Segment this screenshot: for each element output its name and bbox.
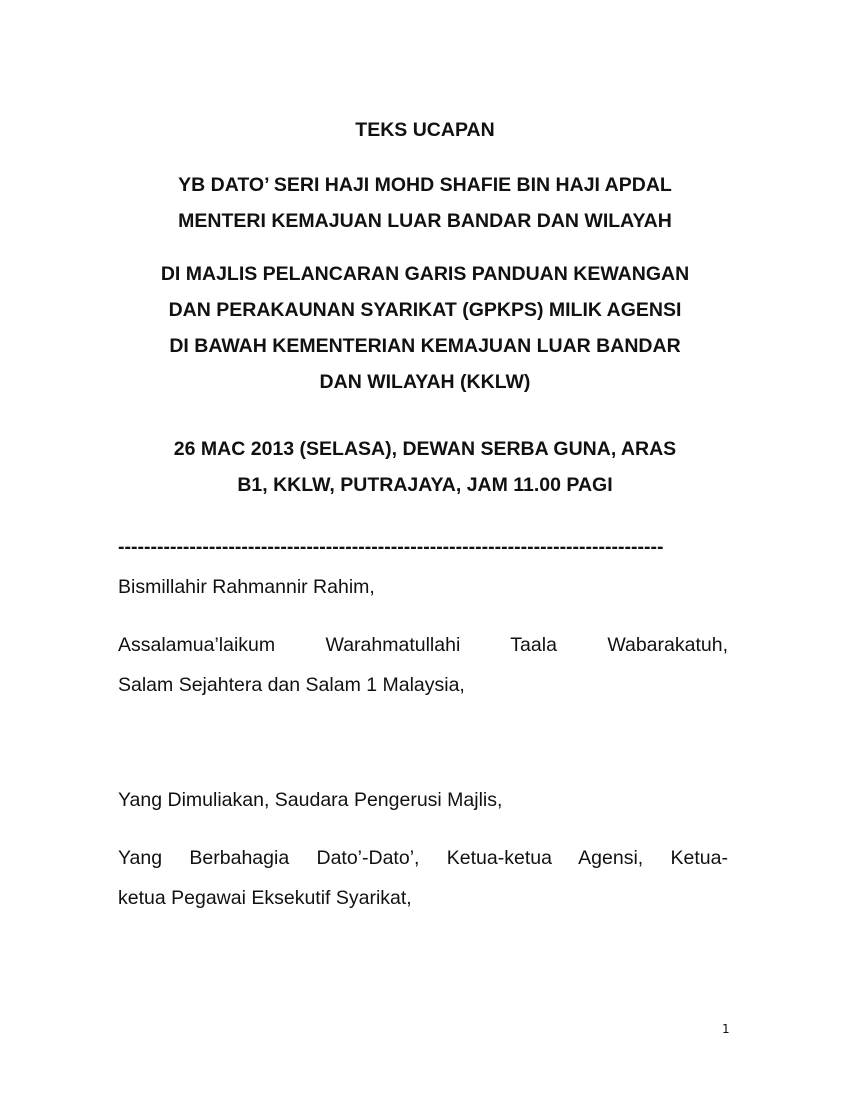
paragraph: Assalamua’laikum Warahmatullahi Taala Wabarakatuh, [118,634,728,656]
event-line: DI MAJLIS PELANCARAN GARIS PANDUAN KEWANGAN [160,263,690,285]
separator-line: ------------------------------------------------------------------------------------ [118,536,664,558]
paragraph: Salam Sejahtera dan Salam 1 Malaysia, [118,674,465,696]
event-line: DAN WILAYAH (KKLW) [319,371,531,393]
paragraph: Yang Dimuliakan, Saudara Pengerusi Majlis, [118,789,503,811]
event-line: DAN PERAKAUNAN SYARIKAT (GPKPS) MILIK AGENSI [168,299,682,321]
event-line: DI BAWAH KEMENTERIAN KEMAJUAN LUAR BANDAR [169,335,681,357]
paragraph: Yang Berbahagia Dato’-Dato’, Ketua-ketua Agensi, Ketua- [118,847,728,869]
datetime-line: 26 MAC 2013 (SELASA), DEWAN SERBA GUNA, ARAS [173,438,677,460]
paragraph: ketua Pegawai Eksekutif Syarikat, [118,887,412,909]
datetime-line: B1, KKLW, PUTRAJAYA, JAM 11.00 PAGI [237,474,613,496]
paragraph: Bismillahir Rahmannir Rahim, [118,576,375,598]
speaker-name: YB DATO’ SERI HAJI MOHD SHAFIE BIN HAJI APDAL [178,174,672,196]
speaker-position: MENTERI KEMAJUAN LUAR BANDAR DAN WILAYAH [178,210,672,232]
document-title: TEKS UCAPAN [355,119,495,141]
page-number: 1 [722,1022,730,1036]
